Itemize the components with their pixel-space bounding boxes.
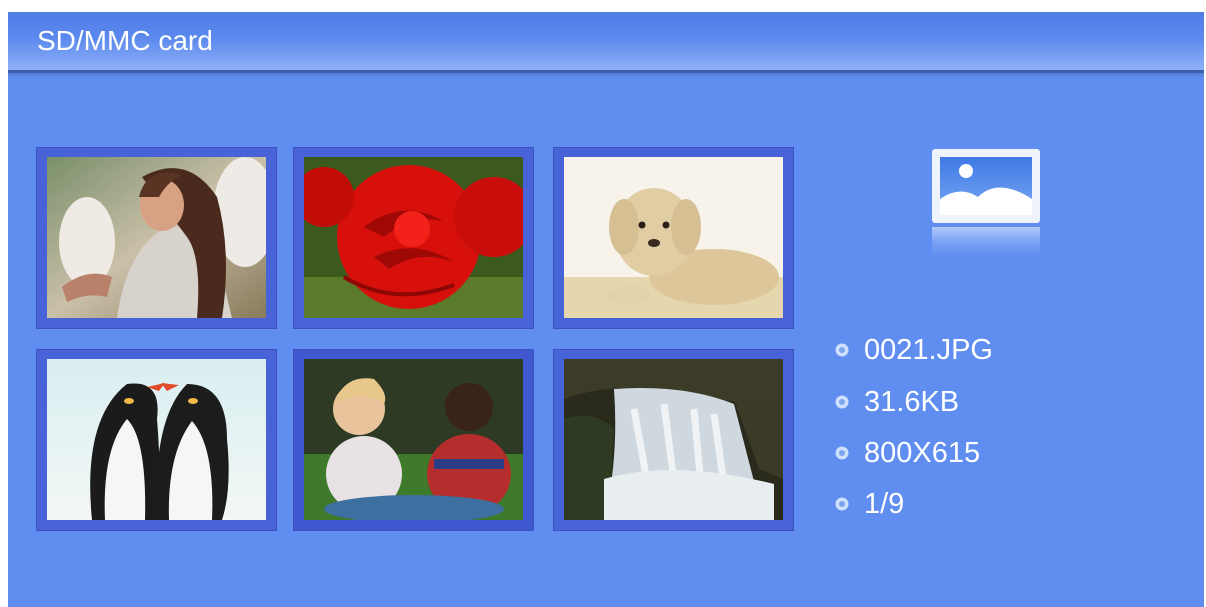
title-bar: [8, 12, 1204, 73]
info-resolution: [834, 433, 980, 473]
info-position: [834, 484, 904, 524]
thumbnail-tile-6[interactable]: [553, 349, 794, 531]
filename-text: 0021.JPG: [864, 333, 993, 366]
resolution-text: 800X615: [864, 436, 981, 469]
bullet-icon: [834, 496, 850, 512]
photo-rose-thumbnail: [304, 157, 523, 318]
photo-penguins-thumbnail: [47, 359, 266, 520]
page-title: SD/MMC card: [37, 25, 213, 56]
thumbnail-tile-1[interactable]: [36, 147, 277, 329]
photo-browser-screen: [8, 12, 1204, 607]
position-text: 1/9: [864, 487, 905, 520]
info-filesize: [834, 382, 959, 422]
thumbnail-tile-4[interactable]: [36, 349, 277, 531]
photo-waterfall-thumbnail: [564, 359, 783, 520]
bullet-icon: [834, 394, 850, 410]
filesize-text: 31.6KB: [864, 385, 960, 418]
info-filename: [834, 330, 993, 370]
photo-puppy-thumbnail: [564, 157, 783, 318]
thumbnail-tile-3[interactable]: [553, 147, 794, 329]
bullet-icon: [834, 342, 850, 358]
photo-girl-thumbnail: [47, 157, 266, 318]
bullet-icon: [834, 445, 850, 461]
photo-children-thumbnail: [304, 359, 523, 520]
image-file-icon: [930, 147, 1042, 267]
thumbnail-tile-5[interactable]: [293, 349, 534, 531]
thumbnail-tile-2[interactable]: [293, 147, 534, 329]
